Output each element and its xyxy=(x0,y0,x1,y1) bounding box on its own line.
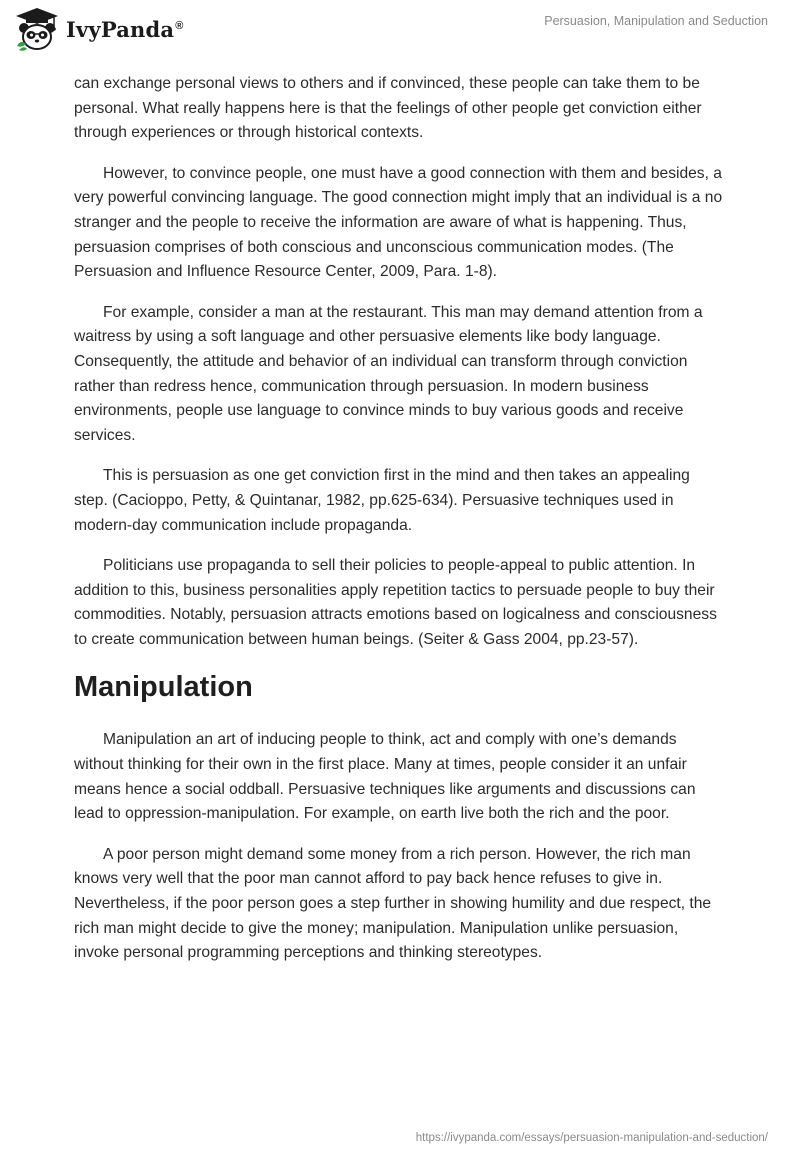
ivypanda-logo[interactable] xyxy=(14,6,184,52)
paragraph: This is persuasion as one get conviction first in the mind and then takes an appealing step. (Cacioppo, Petty, & Quintanar, 1982, pp.625-634). Persuasive techniques used in modern-day communication include propaganda. xyxy=(74,467,690,534)
paragraph: However, to convince people, one must have a good connection with them and besides, a very powerful convincing language. The good connection might imply that an individual is a no stranger and the people to receive the information are aware of what is happening. Thus, persuasion comprises of both conscious and unconscious communication modes. (The Persuasion and Influence Resource Center, 2009, Para. 1-8). xyxy=(74,164,723,281)
panda-graduate-icon xyxy=(14,6,60,52)
essay-body xyxy=(74,72,726,982)
paragraph: can exchange personal views to others and if convinced, these people can take them to be personal. What really happens here is that the feelings of other people get conviction either through experiences or through historical contexts. xyxy=(74,75,702,142)
registered-mark: ® xyxy=(175,19,184,32)
section-heading: Manipulation xyxy=(74,671,253,704)
page-header xyxy=(0,0,800,62)
paragraph: For example, consider a man at the restaurant. This man may demand attention from a waitress by using a soft language and other persuasive elements like body language. Consequently, the attitude and behavior of an individual can transform through conviction rather than redress hence, communication through persuasion. In modern business environments, people use language to convince minds to buy various goods and receive services. xyxy=(74,303,703,444)
paragraph: A poor person might demand some money from a rich person. However, the rich man knows very well that the poor man cannot afford to pay back hence refuses to give in. Nevertheless, if the poor person goes a step further in showing humility and due respect, the rich man might decide to give the money; manipulation. Manipulation unlike persuasion, invoke personal programming perceptions and thinking stereotypes. xyxy=(74,845,712,962)
paragraph: Manipulation an art of inducing people to think, act and comply with one’s demands without thinking for their own in the first place. Many at times, people consider it an unfair means hence a social oddball. Persuasive techniques like arguments and discussions can lead to oppression-manipulation. For example, on earth live both the rich and the poor. xyxy=(74,731,696,823)
logo-wordmark: IvyPanda® xyxy=(66,16,184,42)
document-title: Persuasion, Manipulation and Seduction xyxy=(544,14,768,28)
source-url[interactable]: https://ivypanda.com/essays/persuasion-manipulation-and-seduction/ xyxy=(415,1132,768,1144)
paragraph: Politicians use propaganda to sell their policies to people-appeal to public attention. In addition to this, business personalities apply repetition tactics to persuade people to buy their commodities. Notably, persuasion attracts emotions based on logicalness and consciousness to create communication between human beings. (Seiter & Gass 2004, pp.23-57). xyxy=(74,557,717,648)
